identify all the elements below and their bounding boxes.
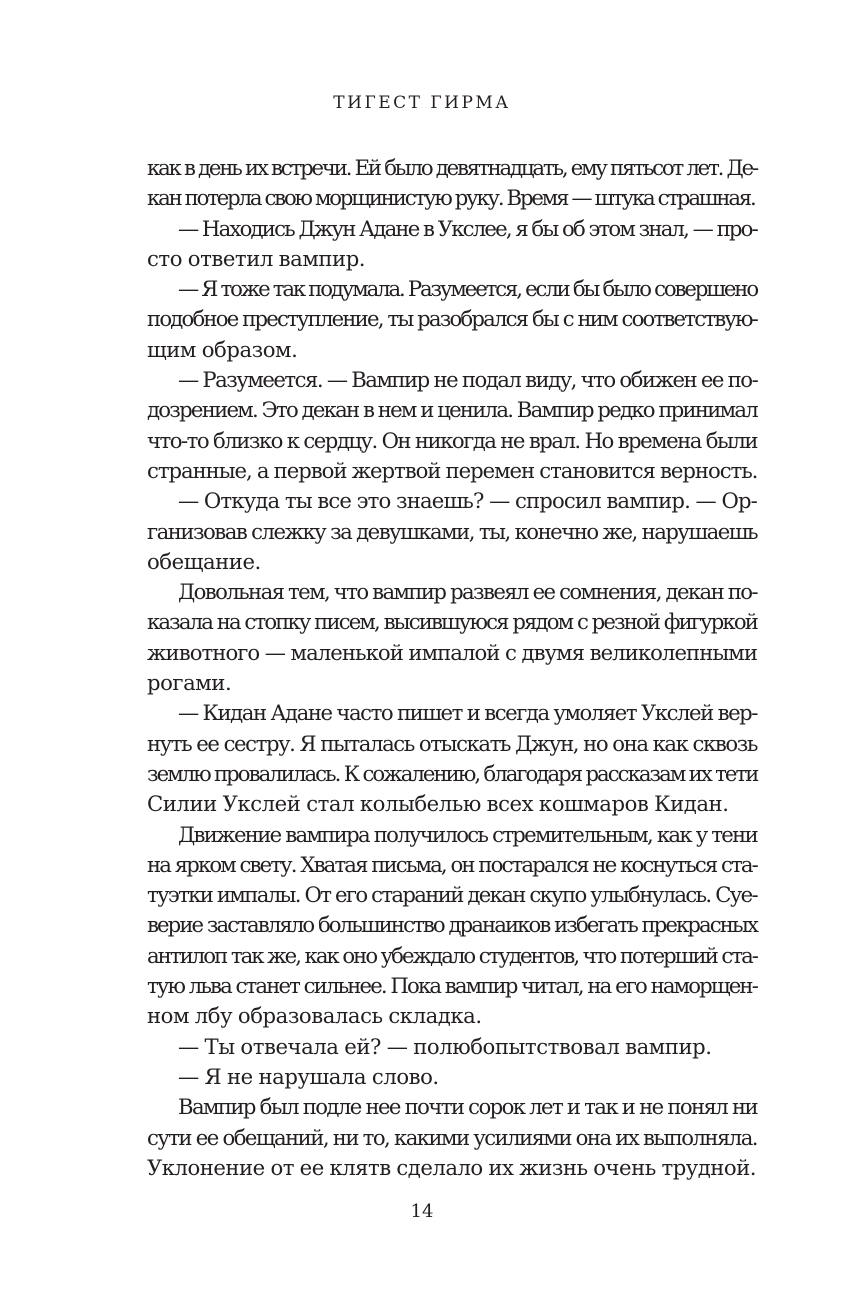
text-line: антилоп так же, как оно убеждало студентов, что потерший ста- xyxy=(147,942,757,968)
text-line: странные, а первой жертвой перемен становится верность. xyxy=(147,457,758,483)
text-line: животного — маленькой импалой с двумя великолепными xyxy=(147,639,757,665)
text-line: Довольная тем, что вампир развеял ее сомнения, декан по- xyxy=(178,579,757,605)
text-line: рогами. xyxy=(147,670,232,696)
text-line: — Я не нарушала слово. xyxy=(178,1063,439,1089)
text-line: землю провалилась. К сожалению, благодаря рассказам их тети xyxy=(147,760,758,786)
text-line: щим образом. xyxy=(147,336,298,362)
text-line: тую льва станет сильнее. Пока вампир читал, на его наморщен- xyxy=(147,973,757,999)
text-line: ганизовав слежку за девушками, ты, конечно же, нарушаешь xyxy=(147,518,757,544)
text-line: Уклонение от ее клятв сделало их жизнь очень трудной. xyxy=(147,1154,757,1180)
text-line: — Кидан Адане часто пишет и всегда умоляет Укслей вер- xyxy=(178,700,757,726)
text-line: на ярком свету. Хватая письма, он постарался не коснуться ста- xyxy=(147,851,757,877)
text-line: сто ответил вампир. xyxy=(147,245,366,271)
text-line: верие заставляло большинство дранаиков избегать прекрасных xyxy=(147,912,757,938)
text-line: что-то близко к сердцу. Он никогда не врал. Но времена были xyxy=(147,427,757,453)
text-line: Вампир был подле нее почти сорок лет и так и не понял ни xyxy=(178,1094,757,1120)
text-line: — Я тоже так подумала. Разумеется, если бы было совершено xyxy=(178,276,757,302)
text-line: кан потерла свою морщинистую руку. Время — штука страшная. xyxy=(147,185,755,211)
text-line: туэтки импалы. От его стараний декан скупо улыбнулась. Суе- xyxy=(147,882,757,908)
text-line: — Откуда ты все это знаешь? — спросил вампир. — Ор- xyxy=(178,488,757,514)
text-line: казала на стопку писем, высившуюся рядом с резной фигуркой xyxy=(147,609,757,635)
text-line: дозрением. Это декан в нем и ценила. Вампир редко принимал xyxy=(147,397,757,423)
text-line: — Ты отвечала ей? — полюбопытствовал вампир. xyxy=(178,1033,712,1059)
text-line: ном лбу образовалась складка. xyxy=(147,1003,482,1029)
text-line: Силии Укслей стал колыбелью всех кошмаров Кидан. xyxy=(147,791,729,817)
text-line: Движение вампира получилось стремительным, как у тени xyxy=(178,821,757,847)
text-line: — Разумеется. — Вампир не подал виду, что обижен ее по- xyxy=(178,367,758,393)
text-line: как в день их встречи. Ей было девятнадцать, ему пятьсот лет. Де- xyxy=(147,155,757,180)
body-text xyxy=(147,153,757,1183)
text-line: сути ее обещаний, ни то, какими усилиями она их выполняла. xyxy=(147,1124,757,1150)
running-header: ТИГЕСТ ГИРМА xyxy=(333,93,511,113)
page-number: 14 xyxy=(410,1201,434,1222)
text-line: обещание. xyxy=(147,548,261,574)
text-line: — Находись Джун Адане в Укслее, я бы об этом знал, — про- xyxy=(178,215,757,241)
text-line: подобное преступление, ты разобрался бы с ним соответствую- xyxy=(147,306,757,332)
text-line: нуть ее сестру. Я пыталась отыскать Джун, но она как сквозь xyxy=(147,730,757,756)
